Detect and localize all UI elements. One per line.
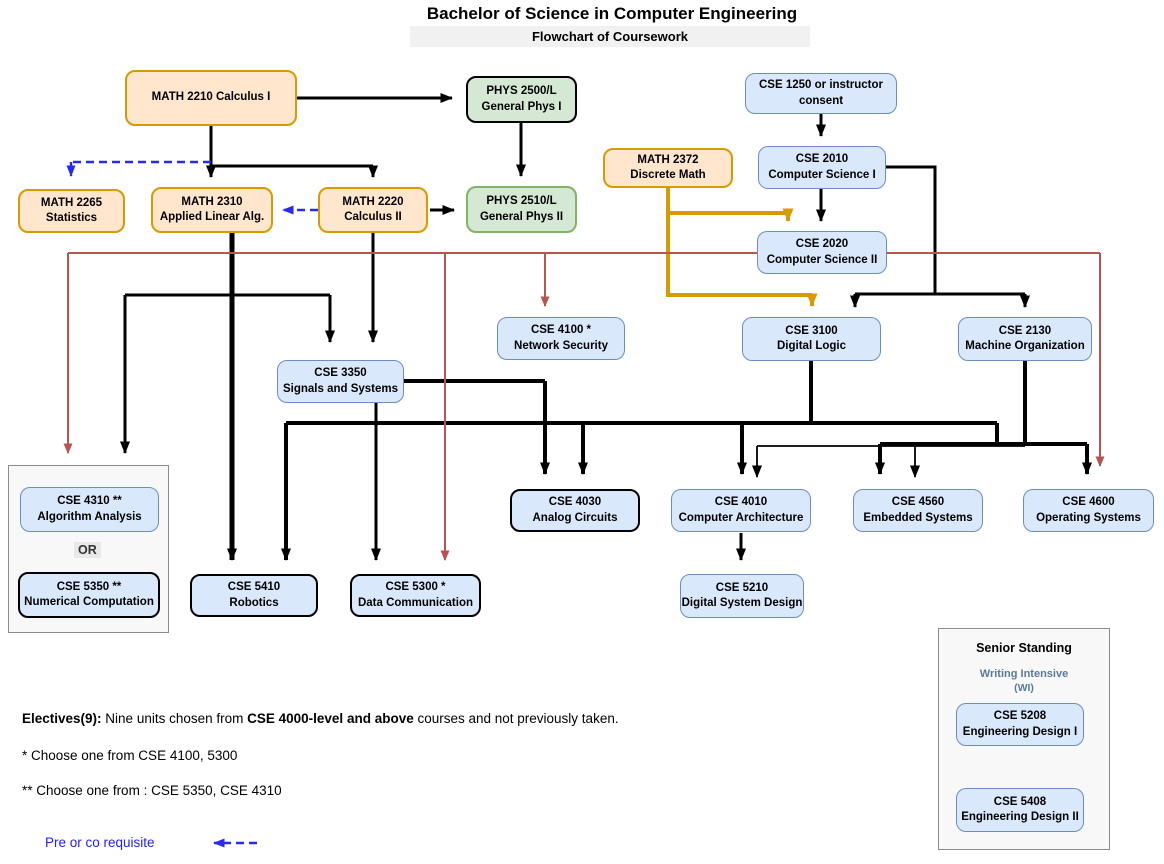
course-node-label: CSE 5208 bbox=[993, 710, 1047, 723]
course-node-math2210 bbox=[125, 70, 297, 126]
or-label: OR bbox=[74, 542, 101, 558]
course-node-label: PHYS 2500/L bbox=[486, 85, 557, 98]
course-node-label: CSE 5350 ** bbox=[56, 580, 122, 593]
course-node-cse4030 bbox=[510, 489, 640, 532]
electives-note-end: courses and not previously taken. bbox=[413, 711, 619, 726]
course-node-label: CSE 4010 bbox=[714, 496, 768, 509]
course-node-label: Applied Linear Alg. bbox=[159, 211, 265, 223]
course-node-label: Machine Organization bbox=[965, 340, 1085, 352]
course-node-label: MATH 2310 bbox=[181, 195, 243, 208]
course-node-label: CSE 2020 bbox=[795, 238, 849, 251]
course-node-label: CSE 4310 ** bbox=[57, 495, 122, 508]
course-node-label: Digital Logic bbox=[777, 340, 846, 352]
course-node-label: General Phys I bbox=[481, 100, 562, 113]
course-node-math2372 bbox=[603, 148, 733, 188]
course-node-cse2130 bbox=[958, 317, 1092, 361]
course-node-label: CSE 4030 bbox=[548, 496, 602, 509]
course-node-label: consent bbox=[798, 94, 844, 107]
course-node-label: Statistics bbox=[45, 212, 98, 224]
course-node-label: CSE 3350 bbox=[314, 367, 367, 380]
course-node-label: MATH 2372 bbox=[637, 153, 699, 166]
course-node-label: CSE 4600 bbox=[1062, 496, 1115, 509]
course-node-label: Engineering Design I bbox=[962, 725, 1078, 738]
course-node-label: CSE 5408 bbox=[993, 795, 1047, 808]
course-node-label: CSE 5300 * bbox=[385, 581, 446, 594]
course-node-label: CSE 3100 bbox=[785, 324, 838, 337]
course-node-label: CSE 5210 bbox=[715, 581, 769, 594]
course-node-label: Numerical Computation bbox=[24, 596, 154, 608]
course-node-cse5210 bbox=[680, 574, 804, 618]
course-node-label: MATH 2265 bbox=[40, 196, 103, 209]
course-node-label: Discrete Math bbox=[630, 169, 706, 181]
course-node-label: Digital System Design bbox=[681, 597, 803, 609]
course-node-label: Engineering Design II bbox=[961, 811, 1079, 823]
page-subtitle: Flowchart of Coursework bbox=[410, 26, 810, 47]
course-node-label: Calculus II bbox=[344, 211, 402, 223]
course-node-cse5408 bbox=[956, 788, 1084, 832]
course-node-cse2010 bbox=[758, 146, 886, 189]
course-node-label: General Phys II bbox=[479, 210, 564, 223]
course-node-cse5410 bbox=[190, 574, 318, 617]
electives-note-emphasis: CSE 4000-level and above bbox=[247, 711, 414, 726]
course-node-cse4100 bbox=[497, 317, 625, 360]
course-node-cse4600 bbox=[1023, 489, 1154, 532]
course-node-cse4010 bbox=[671, 489, 811, 532]
course-node-label: Computer Science II bbox=[766, 253, 878, 266]
course-node-label: CSE 4560 bbox=[891, 496, 945, 509]
course-node-cse2020 bbox=[757, 231, 887, 274]
course-node-label: Network Security bbox=[514, 339, 608, 352]
prerequisite-legend-label: Pre or co requisite bbox=[45, 835, 155, 850]
wi-abbrev-label: (WI) bbox=[1014, 682, 1034, 694]
course-node-cse5350 bbox=[18, 572, 160, 618]
course-node-label: CSE 2130 bbox=[998, 324, 1052, 337]
page-title: Bachelor of Science in Computer Engineering bbox=[426, 4, 798, 23]
course-node-cse4310 bbox=[20, 487, 159, 532]
course-node-label: MATH 2210 Calculus I bbox=[151, 91, 271, 104]
course-node-phys2510 bbox=[466, 186, 577, 233]
course-node-label: Algorithm Analysis bbox=[37, 510, 142, 523]
course-node-label: MATH 2220 bbox=[342, 195, 404, 208]
electives-note-lead: Electives(9): bbox=[22, 711, 102, 726]
course-node-label: Operating Systems bbox=[1036, 511, 1141, 524]
course-node-label: Analog Circuits bbox=[532, 511, 618, 524]
course-node-label: Data Communication bbox=[357, 596, 473, 609]
course-node-label: Signals and Systems bbox=[282, 382, 399, 395]
course-node-cse4560 bbox=[853, 489, 983, 532]
course-node-label: Embedded Systems bbox=[863, 511, 973, 524]
senior-standing-title: Senior Standing bbox=[976, 641, 1072, 655]
course-node-label: CSE 4100 * bbox=[530, 324, 592, 337]
course-node-label: CSE 2010 bbox=[795, 153, 849, 166]
course-node-label: PHYS 2510/L bbox=[486, 195, 557, 208]
course-node-math2265 bbox=[18, 189, 125, 233]
course-node-label: Computer Science I bbox=[768, 168, 876, 181]
course-node-cse5300 bbox=[350, 574, 481, 617]
course-node-cse1250 bbox=[745, 73, 897, 114]
course-node-label: CSE 5410 bbox=[227, 581, 281, 594]
course-node-label: CSE 1250 or instructor bbox=[759, 79, 883, 92]
writing-intensive-label: Writing Intensive bbox=[979, 668, 1069, 680]
course-node-phys2500 bbox=[466, 76, 577, 123]
course-node-label: Robotics bbox=[229, 596, 279, 609]
course-node-label: Computer Architecture bbox=[678, 511, 804, 524]
course-node-cse3100 bbox=[742, 317, 881, 361]
course-node-math2310 bbox=[151, 187, 273, 233]
course-node-cse3350 bbox=[277, 360, 404, 403]
electives-note-mid: Nine units chosen from bbox=[101, 711, 248, 726]
course-node-cse5208 bbox=[956, 703, 1084, 746]
double-star-note: ** Choose one from : CSE 5350, CSE 4310 bbox=[22, 783, 282, 798]
course-node-math2220 bbox=[318, 187, 428, 233]
single-star-note: * Choose one from CSE 4100, 5300 bbox=[22, 748, 238, 763]
electives-note bbox=[22, 711, 619, 726]
